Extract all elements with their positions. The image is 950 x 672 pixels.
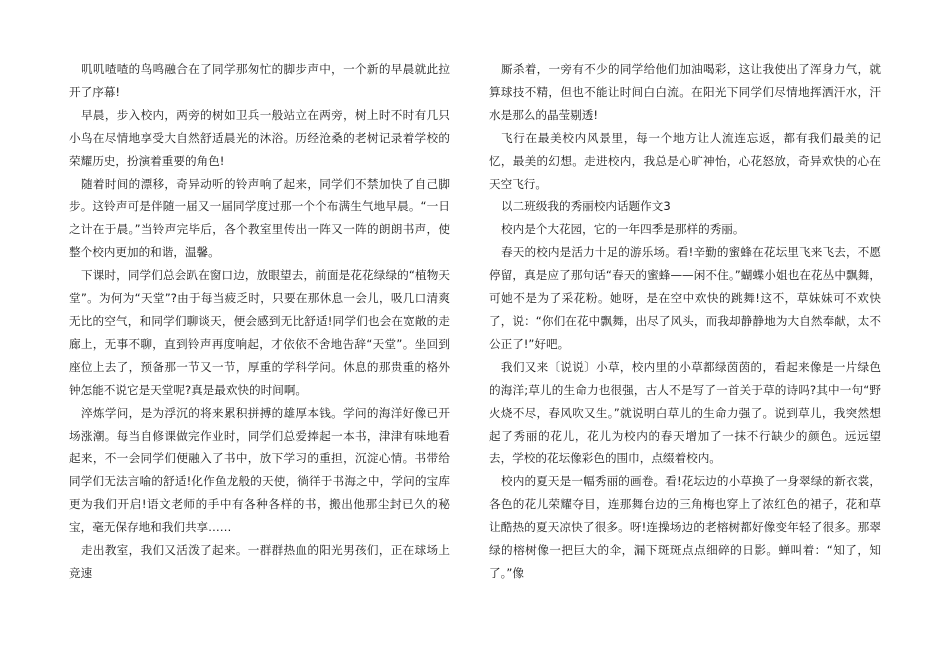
left-text-column (69, 58, 450, 585)
paragraph: 淬炼学问，是为浮沉的将来累积拼搏的雄厚本钱。学问的海洋好像已开场涨潮。每当自修课做完作业时，同学们总爱捧起一本书，津津有味地看起来，不一会同学们便融入了书中，放下学习的重担，沉淀心情。书带给同学们无法言喻的舒适!化作鱼龙般的天使，徜徉于书海之中，学问的宝库更为我们开启!语文老师的手中有各种各样的书，搬出他那尘封已久的秘宝，毫无保存地和我们共享…… (69, 405, 450, 535)
paragraph: 随着时间的漂移，奇异动听的铃声响了起来，同学们不禁加快了自己脚步。这铃声可是伴随一届又一届同学度过那一个个布满生气地早晨。“一日之计在于晨。”当铃声完毕后，各个教室里传出一阵又一阵的朗朗书声，使整个校内更加的和谐，温馨。 (69, 176, 450, 260)
paragraph: 校内是个大花园，它的一年四季是那样的秀丽。 (501, 222, 745, 237)
section-heading: 以二班级我的秀丽校内话题作文3 (501, 199, 671, 214)
paragraph: 飞行在最美校内风景里，每一个地方让人流连忘返，都有我们最美的记忆，最美的幻想。走进校内，我总是心旷神怡，心花怒放，奇异欢快的心在天空飞行。 (489, 130, 881, 191)
paragraph: 校内的夏天是一幅秀丽的画卷。看!花坛边的小草换了一身翠绿的新衣裳，各色的花儿荣耀夺目，连那舞台边的三角梅也穿上了浓红色的裙子，花和草让酷热的夏天凉快了很多。呀!连操场边的老榕树都好像变年轻了很多。那翠绿的榕树像一把巨大的伞，漏下斑斑点点细碎的日影。蝉叫着：“知了，知了。”像 (489, 474, 881, 580)
paragraph: 我们又来〔说说〕小草，校内里的小草都绿茵茵的，看起来像是一片绿色的海洋;草儿的生命力也很强，古人不是写了一首关于草的诗吗?其中一句“野火烧不尽，春风吹又生。”就说明白草儿的生命力强了。说到草儿，我突然想起了秀丽的花儿，花儿为校内的春天增加了一抹不行缺少的颜色。远远望去，学校的花坛像彩色的围巾，点缀着校内。 (489, 359, 881, 466)
paragraph: 厮杀着，一旁有不少的同学给他们加油喝彩，这让我使出了浑身力气，就算球技不精，但也不能让时间白白流。在阳光下同学们尽情地挥洒汗水，汗水是那么的晶莹剔透! (489, 62, 881, 122)
paragraph: 叽叽喳喳的鸟鸣融合在了同学那匆忙的脚步声中，一个新的早晨就此拉开了序幕! (69, 62, 450, 99)
paragraph: 春天的校内是活力十足的游乐场。看!辛勤的蜜蜂在花坛里飞来飞去，不愿停留，真是应了那句话“春天的蜜蜂——闲不住。”蝴蝶小姐也在花丛中飘舞，可她不是为了采花粉。她呀，是在空中欢快的跳舞!这不，草妹妹可不欢快了，说：“你们在花中飘舞，出尽了风头，而我却静静地为大自然奉献，太不公正了!”好吧。 (489, 245, 881, 351)
paragraph: 下课时，同学们总会趴在窗口边，放眼望去，前面是花花绿绿的“植物天堂”。为何为“天堂”?由于每当疲乏时，只要在那休息一会儿，吸几口清爽无比的空气，和同学们聊谈天，便会感到无比舒适!同学们也会在宽敞的走廊上，无事不聊，直到铃声再度响起，才依依不舍地告辞“天堂”。坐回到座位上去了，预备那一节又一节，厚重的学科学问。休息的那贵重的格外钟怎能不说它是天堂呢?真是最欢快的时间啊。 (69, 268, 450, 397)
paragraph: 走出教室，我们又活泼了起来。一群群热血的阳光男孩们，正在球场上竞速 (69, 543, 450, 580)
paragraph: 早晨，步入校内，两旁的树如卫兵一般站立在两旁，树上时不时有几只小鸟在尽情地享受大自然舒适晨光的沐浴。历经沧桑的老树记录着学校的荣耀历史，扮演着重要的角色! (69, 107, 450, 168)
right-text-column (489, 58, 881, 585)
